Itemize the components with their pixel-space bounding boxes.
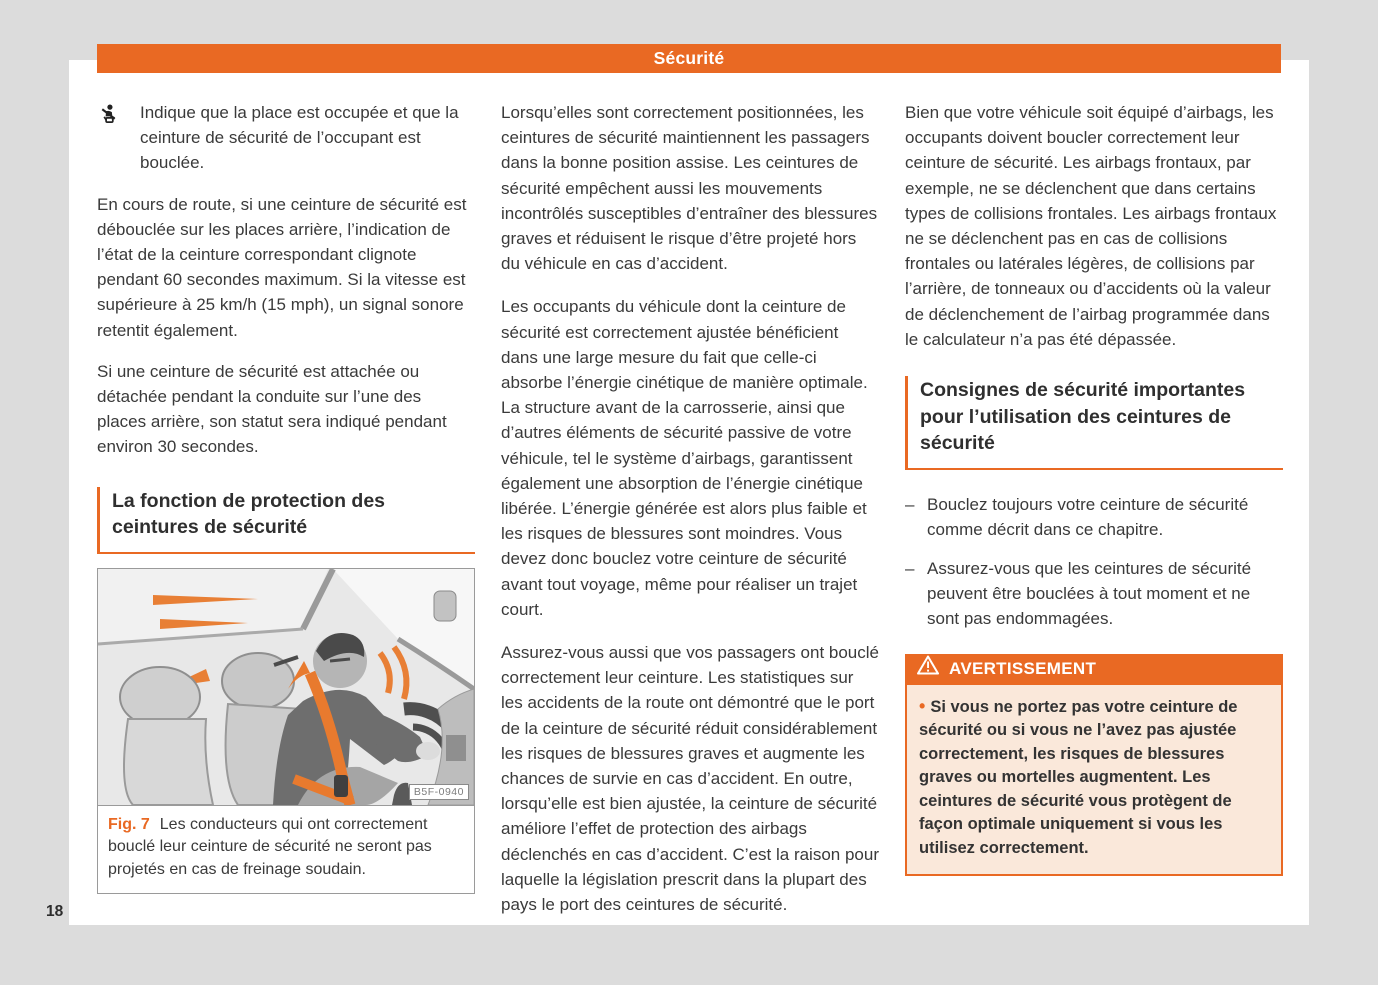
warning-body [905,685,1283,877]
section-heading-safety-instructions: Consignes de sécurité importantes pour l’utilisation des ceintures de sécurité [905,376,1283,470]
seatbelt-status-text: Indique que la place est occupée et que la ceinture de sécurité de l’occupant est bouclée. [140,103,459,173]
paragraph: Bien que votre véhicule soit équipé d’airbags, les occupants doivent boucler correctement leur ceinture de sécurité. Les airbags frontaux, par exemple, ne se déclenchent que dans certains types de collisions frontales. Les airbags frontaux ne se déclenchent pas en cas de collisions frontales ou latérales légères, de collisions par l’arrière, de tonneaux ou d’accidents où la valeur de déclenchement de l’airbag programmée dans le calculateur n’a pas été dépassée. [905,103,1277,349]
warning-triangle-icon [917,655,939,682]
figure-image-code: B5F-0940 [409,784,469,800]
warning-title: AVERTISSEMENT [949,659,1097,679]
seatbelt-occupied-icon [97,100,123,176]
instruction-item: – Bouclez toujours votre ceinture de sécurité comme décrit dans ce chapitre. [905,492,1283,542]
seatbelt-status-item [97,100,475,176]
instruction-item: – Assurez-vous que les ceintures de sécurité peuvent être bouclées à tout moment et ne sont pas endommagées. [905,556,1283,632]
page-number: 18 [46,903,64,920]
column-right [905,100,1283,876]
warning-header [905,654,1283,685]
warning-text: • Si vous ne portez pas votre ceinture de sécurité ou si vous ne l’avez pas ajustée correctement, les risques de blessures graves ou mortelles augmentent. Les ceintures de sécurité vous protègent de façon optimale uniquement si vous les utilisez correctement. [919,698,1237,857]
paragraph: Assurez-vous aussi que vos passagers ont bouclé correctement leur ceinture. Les statistiques sur les accidents de la route ont démontré que le port de la ceinture de sécurité réduit considérablement les risques de blessures graves et augmente les chances de survie en cas d’accident. En outre, lorsqu’elle est bien ajustée, la ceinture de sécurité améliore l’effet de protection des airbags déclenchés en cas d’accident. C’est la raison pour laquelle la législation prescrit dans la plupart des pays le port des ceintures de sécurité. [501,643,879,915]
paragraph: Les occupants du véhicule dont la ceinture de sécurité est correctement ajustée bénéficient dans une large mesure du fait que celle-ci absorbe l’énergie cinétique de manière optimale. La structure avant de la carrosserie, ainsi que d’autres éléments de sécurité passive de votre véhicule, tel le système d’airbags, garantissent également une absorption de l’énergie cinétique libérée. L’énergie générée est alors plus faible et les risques de blessures sont moindres. Vous devez donc bouclez votre ceinture de sécurité avant tout voyage, même pour réaliser un trajet court. [501,297,868,619]
figure-7 [97,568,475,895]
page-header-bar [97,44,1281,73]
figure-caption-text: Les conducteurs qui ont correctement bouclé leur ceinture de sécurité ne seront pas projetés en cas de freinage soudain. [108,815,432,878]
paragraph: En cours de route, si une ceinture de sécurité est débouclée sur les places arrière, l’indication de l’état de la ceinture correspondant clignote pendant 60 secondes maximum. Si la vitesse est supérieure à 25 km/h (15 mph), un signal sonore retentit également. [97,194,467,340]
column-middle [501,100,879,933]
section-heading-protection-function: La fonction de protection des ceintures de sécurité [97,487,475,554]
page-title: Sécurité [653,48,725,68]
figure-label: Fig. 7 [108,815,150,833]
warning-box [905,654,1283,877]
paragraph: Lorsqu’elles sont correctement positionnées, les ceintures de sécurité maintiennent les passagers dans la bonne position assise. Les ceintures de sécurité empêchent aussi les mouvements incontrôlés susceptibles d’entraîner des blessures graves et réduisent le risque d’être projeté hors du véhicule en cas d’accident. [501,103,878,274]
figure-caption [98,806,474,894]
paragraph: Si une ceinture de sécurité est attachée ou détachée pendant la conduite sur l’une des places arrière, son statut sera indiqué pendant environ 30 secondes. [97,361,447,457]
figure-illustration [98,569,474,806]
column-left [97,100,475,894]
